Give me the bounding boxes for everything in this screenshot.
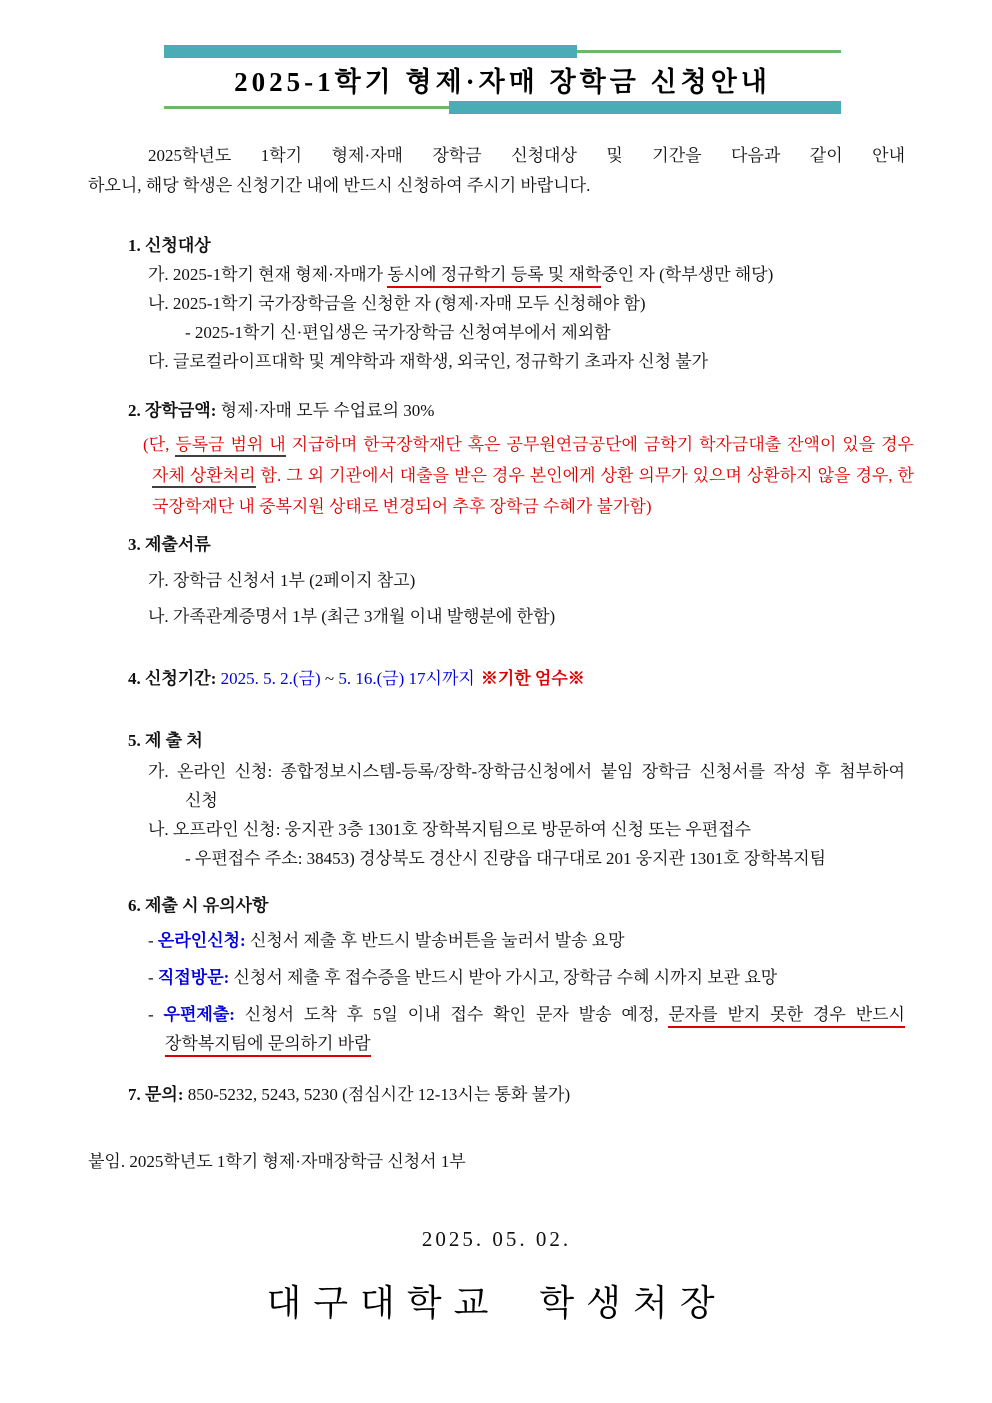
section-5-item-ga: 가. 온라인 신청: 종합정보시스템-등록/장학-장학금신청에서 붙임 장학금 신청서를 작성 후 첨부하여 신청 [148, 762, 905, 810]
intro-line-2: 하오니, 해당 학생은 신청기간 내에 반드시 신청하여 주시기 바랍니다. [88, 176, 591, 195]
section-3-heading: 3. 제출서류 [128, 535, 211, 554]
section-4-deadline-warning: ※기한 엄수※ [480, 669, 585, 688]
note-part-3: 함. 그 외 기관에서 대출을 받은 경우 본인에게 상환 의무가 있으며 상환하지 않을 경우, 한국장학재단 내 중복지원 상태로 변경되어 추후 장학금 수혜가 불가함) [152, 466, 914, 516]
section-5-heading: 5. 제 출 처 [128, 731, 203, 750]
section-2-heading-label: 2. 장학금액: [128, 401, 217, 420]
section-6-mail-text: 신청서 도착 후 5일 이내 접수 확인 문자 발송 예정, [234, 1005, 669, 1024]
section-6-heading: 6. 제출 시 유의사항 [128, 896, 269, 915]
signature-line: 대구대학교 학생처장 [266, 1283, 727, 1323]
section-2-red-note [143, 429, 914, 522]
intro-line-1: 2025학년도 1학기 형제·자매 장학금 신청대상 및 기간을 다음과 같이 안내 [148, 146, 905, 165]
section-6-visit-label: 직접방문: [157, 968, 230, 987]
section-1-item-na-sub: - 2025-1학기 신·편입생은 국가장학금 신청여부에서 제외함 [185, 323, 611, 342]
section-2-heading-rest: 형제·자매 모두 수업료의 30% [216, 401, 435, 420]
section-6-visit-text: 신청서 제출 후 접수증을 반드시 받아 가시고, 장학금 수혜 시까지 보관 요망 [229, 968, 778, 987]
section-3-item-na: 나. 가족관계증명서 1부 (최근 3개월 이내 발행분에 한함) [148, 607, 556, 626]
section-4-tilde: ~ [324, 669, 335, 688]
note-part-1: (단, [143, 435, 176, 454]
item-dash: - [148, 1005, 164, 1024]
section-6-item-mail [88, 1000, 905, 1058]
section-6-mail-label: 우편제출: [163, 1005, 235, 1024]
section-1-heading: 1. 신청대상 [128, 236, 211, 255]
section-4-label: 4. 신청기간: [128, 669, 217, 688]
title-banner [164, 45, 841, 114]
section-1-item-na: 나. 2025-1학기 국가장학금을 신청한 자 (형제·자매 모두 신청해야 함) [148, 294, 646, 313]
section-1-item-ga-underlined: 동시에 정규학기 등록 및 재학 [387, 265, 601, 288]
page-title: 2025-1학기 형제·자매 장학금 신청안내 [234, 67, 771, 97]
section-1-item-ga-pre: 가. 2025-1학기 현재 형제·자매가 [148, 265, 388, 284]
section-6-mail-underlined: 문자를 받지 못한 경우 반드시 장학복지팀에 문의하기 바람 [165, 1005, 905, 1057]
section-4-line [128, 664, 905, 693]
section-6-online-text: 신청서 제출 후 반드시 발송버튼을 눌러서 발송 요망 [245, 931, 625, 950]
section-7-line [128, 1080, 905, 1109]
section-6-online-label: 온라인신청: [157, 931, 246, 950]
section-5-item-na-sub: - 우편접수 주소: 38453) 경상북도 경산시 진량읍 대구대로 201 웅지관 1301호 장학복지팀 [185, 849, 827, 868]
section-7-label: 7. 문의: [128, 1085, 184, 1104]
issue-date: 2025. 05. 02. [421, 1227, 572, 1251]
section-1-item-ga [88, 260, 905, 289]
section-7-text: 850-5232, 5243, 5230 (점심시간 12-13시는 통화 불가) [183, 1085, 571, 1104]
section-6-item-online [88, 926, 905, 955]
section-6-item-visit [88, 963, 905, 992]
note-part-2: 지급하며 한국장학재단 혹은 공무원연금공단에 금학기 학자금대출 잔액이 있을 경우 [285, 435, 914, 454]
banner-bottom-row [164, 101, 841, 114]
banner-teal-bar-bottom [449, 101, 841, 114]
note-underlined-1: 등록금 범위 내 [175, 435, 285, 457]
section-4-date-2: 5. 16.(금) 17시까지 [334, 669, 475, 688]
note-underlined-2: 자체 상환처리 [152, 466, 256, 488]
banner-green-line-bottom [164, 106, 449, 109]
section-3-item-ga: 가. 장학금 신청서 1부 (2페이지 참고) [148, 571, 416, 590]
banner-teal-bar-top [164, 45, 577, 58]
section-4-date-1: 2025. 5. 2.(금) [216, 669, 325, 688]
section-1-item-da: 다. 글로컬라이프대학 및 계약학과 재학생, 외국인, 정규학기 초과자 신청 불가 [148, 352, 709, 371]
section-1-item-ga-post: 중인 자 (학부생만 해당) [601, 265, 774, 284]
item-dash: - [148, 968, 158, 987]
banner-green-line-top [577, 50, 841, 53]
section-2-heading [128, 396, 905, 425]
banner-top-row [164, 45, 841, 58]
item-dash: - [148, 931, 158, 950]
section-5-item-na: 나. 오프라인 신청: 웅지관 3층 1301호 장학복지팀으로 방문하여 신청 또는 우편접수 [148, 820, 752, 839]
attachment-line: 붙임. 2025학년도 1학기 형제·자매장학금 신청서 1부 [88, 1152, 466, 1171]
